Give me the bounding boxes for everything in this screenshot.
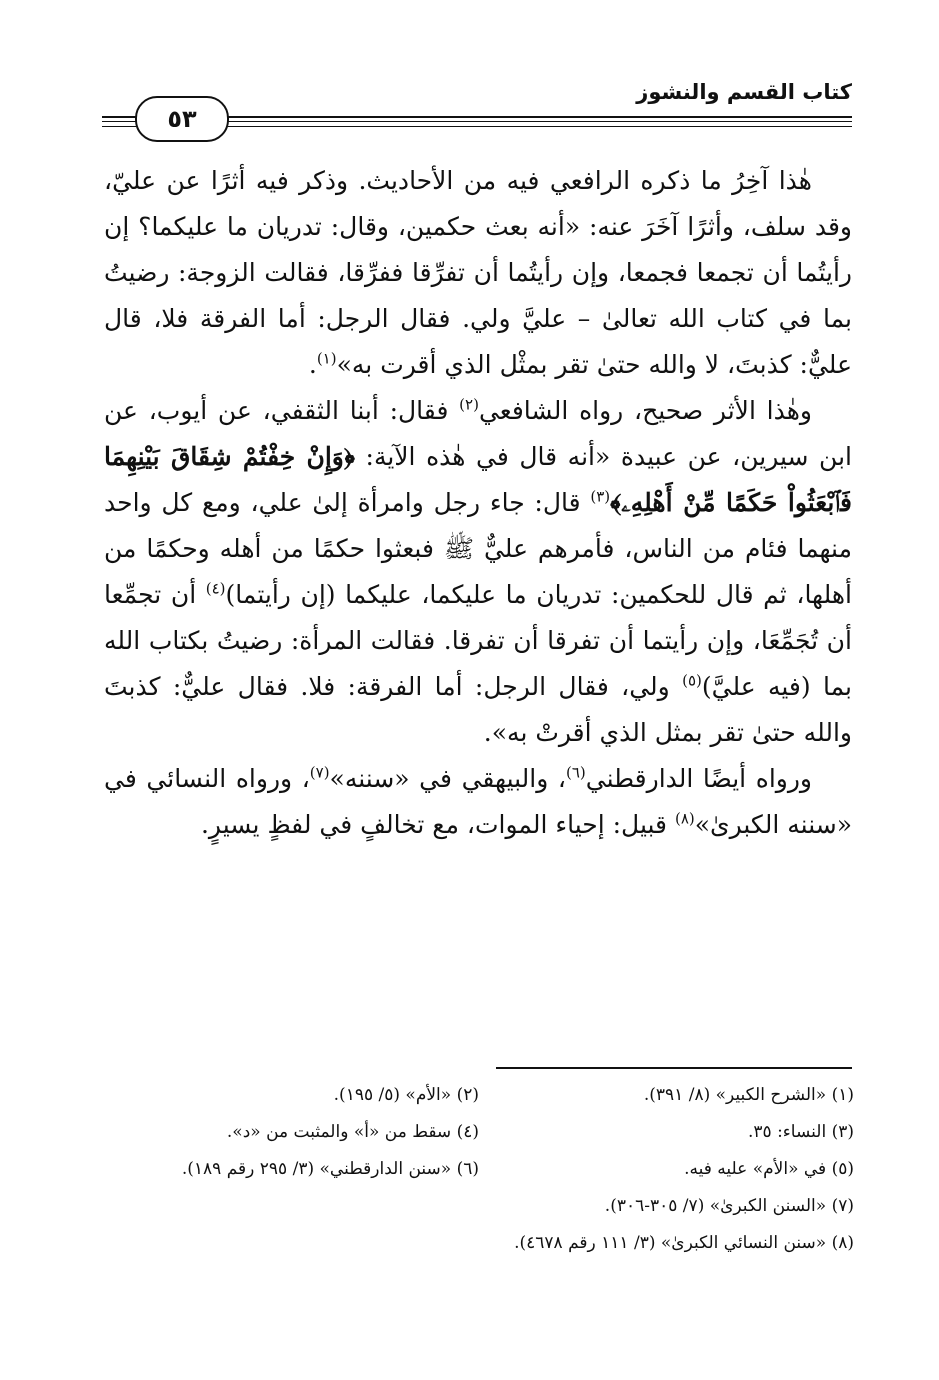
footnote-ref: (٤) (205, 579, 226, 598)
paragraph (104, 756, 852, 848)
paragraph (104, 388, 852, 756)
text-run: قبيل: إحياء الموات، مع تخالفٍ في لفظٍ يسيرٍ. (200, 810, 675, 839)
page-number: ٥٣ (135, 96, 229, 142)
text-run: ، ورواه النسائي في «سننه الكبرىٰ» (104, 764, 852, 839)
footnote-6: (٦) «سنن الدارقطني» (٣/ ٢٩٥ رقم ١٨٩). (181, 1158, 479, 1179)
book-title: كتاب القسم والنشوز (630, 80, 852, 110)
main-text (104, 158, 852, 848)
text-run: ولي، فقال الرجل: أما الفرقة: فلا. فقال عليٌّ: كذبتَ والله حتىٰ تقر بمثل الذي أقرتْ به». (104, 672, 852, 747)
text-run: هٰذا آخِرُ ما ذكره الرافعي فيه من الأحاديث. وذكر فيه أثرًا عن عليّ، وقد سلف، وأثرًا آخَرَ عنه: «أنه بعث حكمين، وقال: تدريان ما عليكما؟ إن رأيتُما أن تجمعا فجمعا، وإن رأيتُما أن تفرِّقا ففرِّقا، فقالت الزوجة: رضيتُ بما في كتاب الله تعالىٰ – عليَّ ولي. فقال الرجل: أما الفرقة فلا، قال عليٌّ: كذبتَ، لا والله حتىٰ تقر بمثْل الذي أقرت به» (104, 166, 852, 379)
footnote-ref: (٣) (590, 487, 611, 506)
text-run: أن تجمِّعا أن تُجَمِّعَا، وإن رأيتما أن تفرقا أن تفرقا. فقالت المرأة: رضيتُ بكتاب الله بما (فيه عليَّ) (104, 580, 852, 701)
text-run: ورواه أيضًا الدارقطني (585, 764, 813, 793)
footnote-row (104, 1113, 854, 1150)
footnote-8: (٨) «سنن النسائي الكبرىٰ» (٣/ ١١١ رقم ٤٦٧٨). (514, 1232, 854, 1253)
footnotes (104, 1076, 854, 1261)
text-run: فقال: أبنا الثقفي، عن أيوب، عن ابن سيرين، عن عبيدة «أنه قال في هٰذه الآية: (104, 396, 852, 471)
footnote-2: (٢) «الأم» (٥/ ١٩٥). (333, 1084, 479, 1105)
footnote-row (104, 1076, 854, 1113)
footnote-3: (٣) النساء: ٣٥. (748, 1121, 854, 1142)
text-run: . (308, 350, 317, 379)
footnote-row (104, 1187, 854, 1224)
text-run: وهٰذا الأثر صحيح، رواه الشافعي (478, 396, 812, 425)
footnote-row (104, 1224, 854, 1261)
footnote-5: (٥) في «الأم» عليه فيه. (684, 1158, 854, 1179)
text-run: ، والبيهقي في «سننه» (329, 764, 566, 793)
text-run: قال: جاء رجل وامرأة إلىٰ علي، ومع كل واحد منهما فئام من الناس، فأمرهم عليٌّ ﷺ فبعثوا حكمًا من أهله وحكمًا من أهلها، ثم قال للحكمين: تدريان ما عليكما، عليكما (إن رأيتما) (104, 488, 852, 609)
footnote-ref: (٥) (682, 671, 702, 690)
quran-verse: ﴿وَإِنْ خِفْتُمْ شِقَاقَ بَيْنِهِمَا فَٱبْعَثُواْ حَكَمًا مِّنْ أَهْلِهِۦ﴾ (104, 442, 852, 517)
footnote-4: (٤) سقط من «أ» والمثبت من «د». (226, 1121, 479, 1142)
footnote-7: (٧) «السنن الكبرىٰ» (٧/ ٣٠٥-٣٠٦). (604, 1195, 854, 1216)
paragraph (104, 158, 852, 388)
footnote-ref: (٨) (674, 809, 695, 828)
footnote-separator (496, 1067, 852, 1069)
footnote-1: (١) «الشرح الكبير» (٨/ ٣٩١). (643, 1084, 854, 1105)
footnote-row (104, 1150, 854, 1187)
footnote-ref: (٢) (459, 395, 479, 414)
footnote-ref: (٦) (566, 763, 586, 782)
footnote-ref: (٧) (309, 763, 330, 782)
page-header (102, 80, 852, 140)
footnote-ref: (١) (316, 349, 337, 368)
